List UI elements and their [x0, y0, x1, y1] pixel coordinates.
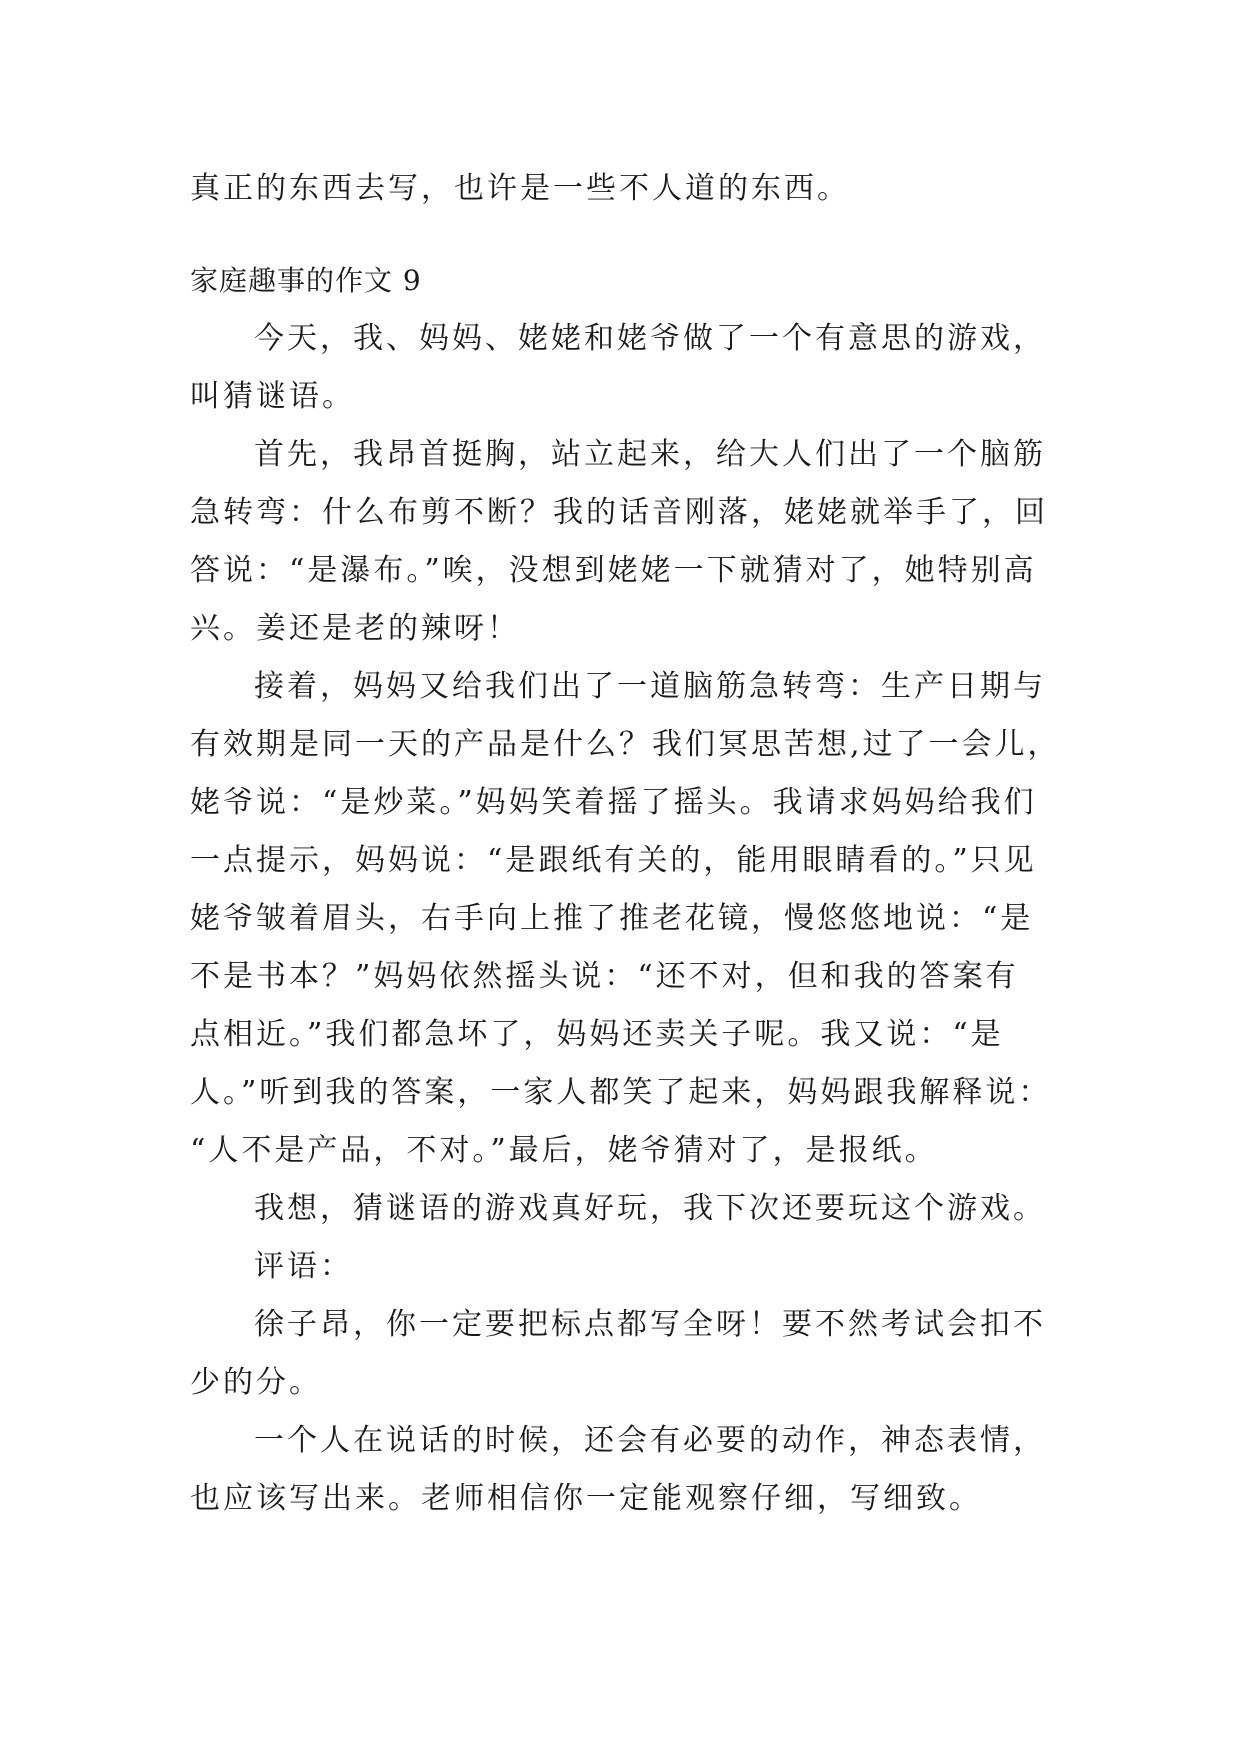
body-line: 姥爷皱着眉头，右手向上推了推老花镜，慢悠悠地说：“是	[190, 901, 1034, 936]
body-line: 不是书本？”妈妈依然摇头说：“还不对，但和我的答案有	[190, 959, 1019, 994]
body-line: 一点提示，妈妈说：“是跟纸有关的，能用眼睛看的。”只见	[190, 843, 1037, 878]
body-line: 答说：“是瀑布。”唉，没想到姥姥一下就猜对了，她特别高	[190, 553, 1037, 588]
body-line: 接着，妈妈又给我们出了一道脑筋急转弯：生产日期与	[254, 669, 1046, 704]
essay-title: 家庭趣事的作文 9	[190, 264, 422, 297]
body-line: 徐子昂，你一定要把标点都写全呀！要不然考试会扣不	[254, 1307, 1046, 1342]
body-line: 评语：	[254, 1249, 353, 1284]
body-line: 少的分。	[190, 1365, 322, 1400]
body-line: 叫猜谜语。	[190, 379, 355, 414]
continued-line: 真正的东西去写，也许是一些不人道的东西。	[190, 171, 850, 206]
essay-body	[190, 310, 1090, 1528]
body-line: 今天，我、妈妈、姥姥和姥爷做了一个有意思的游戏，	[254, 321, 1046, 356]
body-line: 一个人在说话的时候，还会有必要的动作，神态表情，	[254, 1423, 1046, 1458]
body-line: 有效期是同一天的产品是什么？我们冥思苦想,过了一会儿，	[190, 727, 1061, 762]
body-line: 姥爷说：“是炒菜。”妈妈笑着摇了摇头。我请求妈妈给我们	[190, 785, 1037, 820]
body-line: 我想，猜谜语的游戏真好玩，我下次还要玩这个游戏。	[254, 1191, 1046, 1226]
body-line: “人不是产品，不对。”最后，姥爷猜对了，是报纸。	[190, 1133, 938, 1168]
body-line: 兴。姜还是老的辣呀！	[190, 611, 520, 646]
body-line: 人。”听到我的答案，一家人都笑了起来，妈妈跟我解释说：	[190, 1075, 1052, 1110]
body-line: 点相近。”我们都急坏了，妈妈还卖关子呢。我又说：“是	[190, 1017, 1004, 1052]
body-line: 急转弯：什么布剪不断？我的话音刚落，姥姥就举手了，回	[190, 495, 1048, 530]
document-content	[190, 160, 1090, 1528]
body-line: 首先，我昂首挺胸，站立起来，给大人们出了一个脑筋	[254, 437, 1046, 472]
body-line: 也应该写出来。老师相信你一定能观察仔细，写细致。	[190, 1481, 982, 1516]
